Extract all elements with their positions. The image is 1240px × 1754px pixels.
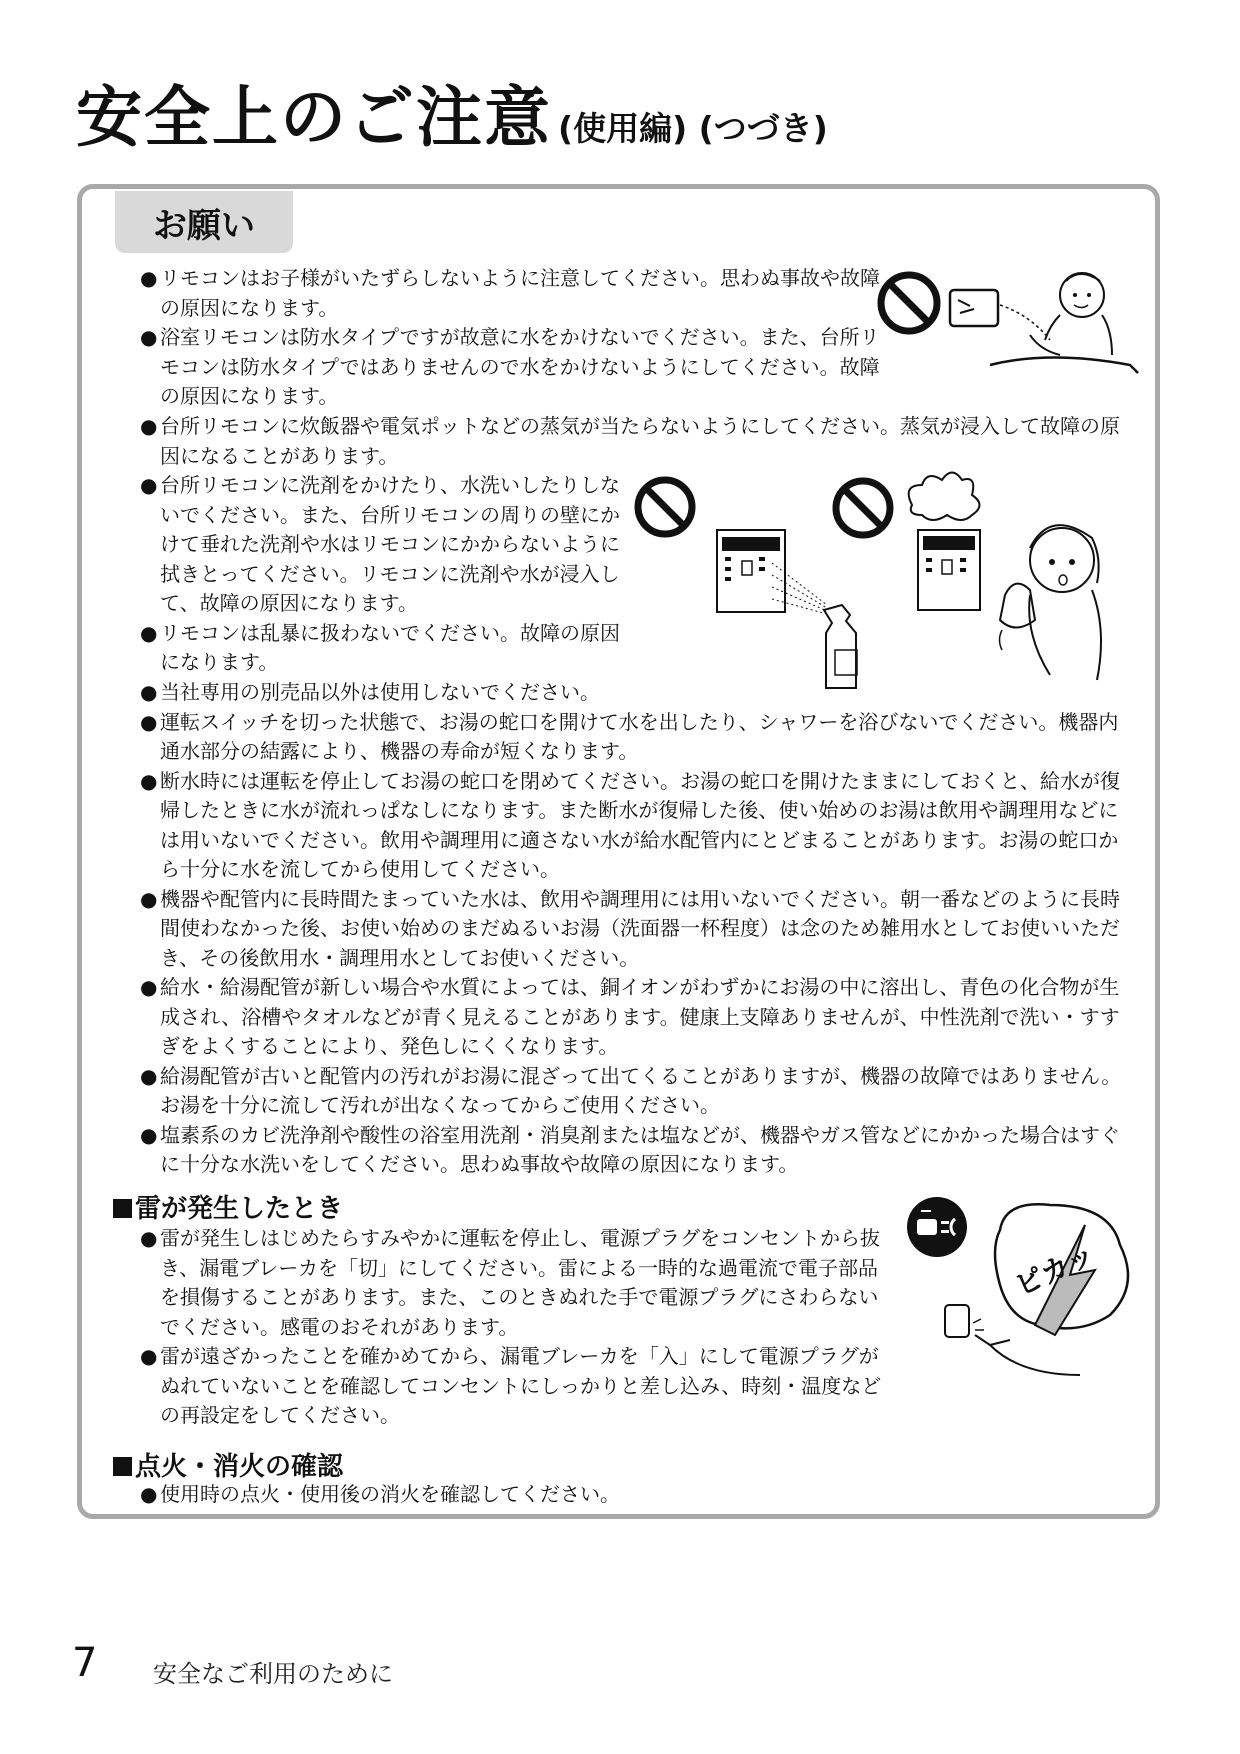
notice-item: [140, 1480, 1040, 1510]
notice-text: 当社専用の別売品以外は使用しないでください。: [160, 680, 600, 704]
notice-item: [140, 412, 1130, 471]
notice-item: [140, 1062, 1130, 1121]
bullet: ●: [140, 768, 158, 793]
ignition-items: [140, 1480, 1040, 1510]
thunder-heading-text: 雷が発生したとき: [135, 1194, 344, 1224]
notice-text: 給水・給湯配管が新しい場合や水質によっては、銅イオンがわずかにお湯の中に溶出し、青色の化合物が生成され、浴槽やタオルなどが青く見えることがあります。健康上支障ありませんが、中性洗剤で洗い・すすぎをよくすることにより、発色しにくくなります。: [160, 975, 1120, 1058]
notice-text: 使用時の点火・使用後の消火を確認してください。: [160, 1482, 620, 1506]
notice-text: 給湯配管が古いと配管内の汚れがお湯に混ざって出てくることがありますが、機器の故障ではありません。お湯を十分に流して汚れが出なくなってからご使用ください。: [160, 1063, 1122, 1117]
bullet: ●: [140, 680, 158, 704]
bullet: ●: [140, 1344, 158, 1368]
bullet: ●: [140, 709, 158, 734]
bullet: ●: [140, 325, 158, 349]
bullet: ●: [140, 473, 158, 497]
footer-section-label: 安全なご利用のために: [153, 1660, 393, 1688]
notice-item: [140, 1342, 890, 1431]
notice-text: 雷が遠ざかったことを確かめてから、漏電ブレーカを「入」にして電源プラグがぬれていないことを確認してコンセントにしっかりと差し込み、時刻・温度などの再設定をしてください。: [160, 1344, 882, 1427]
thunder-items: [140, 1224, 890, 1431]
prohibition-icon: [836, 481, 890, 535]
notice-text: 台所リモコンに炊飯器や電気ポットなどの蒸気が当たらないようにしてください。蒸気が浸入して故障の原因になることがあります。: [160, 414, 1120, 468]
square-bullet-icon: [113, 1457, 132, 1476]
notice-item: [140, 708, 1130, 767]
bullet: ●: [140, 1122, 158, 1147]
notice-group-4: [140, 678, 1130, 1180]
unplug-icon: [907, 1197, 967, 1257]
page-number: 7: [72, 1640, 98, 1686]
bullet: ●: [140, 620, 158, 645]
notice-item: [140, 973, 1130, 1062]
lightning-unplug-illustration: [905, 1195, 1135, 1385]
notice-item: [140, 1121, 1130, 1180]
thunder-heading: [113, 1188, 343, 1225]
notice-item: [140, 619, 620, 678]
notice-text: 塩素系のカビ洗浄剤や酸性の浴室用洗剤・消臭剤または塩などが、機器やガス管などにかかった場合はすぐに十分な水洗いをしてください。思わぬ事故や故障の原因になります。: [160, 1122, 1120, 1176]
notice-group-1: [140, 264, 880, 412]
pikat-text: ピカッ: [1009, 1237, 1100, 1303]
notice-item: [140, 264, 880, 323]
bullet: ●: [140, 414, 158, 438]
steam-remote-illustration: [830, 470, 1130, 690]
bullet: ●: [140, 266, 158, 290]
page-title-main: 安全上のご注意: [76, 79, 552, 156]
bullet: ●: [140, 975, 158, 999]
page-title-sub: (使用編) (つづき): [558, 109, 828, 148]
notice-text: 機器や配管内に長時間たまっていた水は、飲用や調理用には用いないでください。朝一番などのように長時間使わなかった後、お使い始めのまだぬるいお湯（洗面器一杯程度）は念のため雑用水としてお使いいただき、その後飲用水・調理用水としてお使いください。: [160, 886, 1120, 970]
notice-text: 断水時には運転を停止してお湯の蛇口を閉めてください。お湯の蛇口を開けたままにしておくと、給水が復帰したときに水が流れっぱなしになります。また断水が復帰した後、使い始めのお湯は飲用や調理用などには用いないでください。飲用や調理用に適さない水が給水配管内にとどまることがあります。お湯の蛇口から十分に水を流してから使用してください。: [160, 768, 1120, 881]
notice-item: [140, 767, 1130, 885]
bullet: ●: [140, 886, 158, 911]
ignition-heading-text: 点火・消火の確認: [135, 1452, 344, 1482]
child-splashing-remote-illustration: [870, 265, 1140, 390]
notice-item: [140, 885, 1130, 974]
prohibition-icon: [881, 275, 937, 331]
ignition-heading: [113, 1446, 343, 1483]
page-title: [76, 64, 828, 159]
notice-text: 浴室リモコンは防水タイプですが故意に水をかけないでください。また、台所リモコンは防水タイプではありませんので水をかけないようにしてください。故障の原因になります。: [160, 325, 880, 408]
bullet: ●: [140, 1482, 158, 1506]
notice-item: [140, 323, 880, 412]
notice-text: 運転スイッチを切った状態で、お湯の蛇口を開けて水を出したり、シャワーを浴びないでください。機器内通水部分の結露により、機器の寿命が短くなります。: [160, 709, 1119, 763]
square-bullet-icon: [113, 1199, 132, 1218]
notice-text: リモコンはお子様がいたずらしないように注意してください。思わぬ事故や故障の原因になります。: [160, 266, 880, 320]
notice-group-3: [140, 471, 620, 678]
notice-item: [140, 471, 620, 619]
notice-text: 台所リモコンに洗剤をかけたり、水洗いしたりしないでください。また、台所リモコンの周りの壁にかけて垂れた洗剤や水はリモコンにかからないように拭きとってください。リモコンに洗剤や水が浸入して、故障の原因になります。: [160, 473, 620, 615]
bullet: ●: [140, 1063, 158, 1088]
notice-text: リモコンは乱暴に扱わないでください。故障の原因になります。: [160, 620, 620, 674]
prohibition-icon: [638, 480, 692, 534]
section-tab-onegai: お願い: [115, 191, 293, 253]
notice-item: [140, 1224, 890, 1342]
notice-group-2: [140, 412, 1130, 471]
notice-text: 雷が発生しはじめたらすみやかに運転を停止し、電源プラグをコンセントから抜き、漏電ブレーカを「切」にしてください。雷による一時的な過電流で電子部品を損傷することがあります。また、このときぬれた手で電源プラグにさわらないでください。感電のおそれがあります。: [160, 1226, 880, 1339]
bullet: ●: [140, 1226, 158, 1250]
